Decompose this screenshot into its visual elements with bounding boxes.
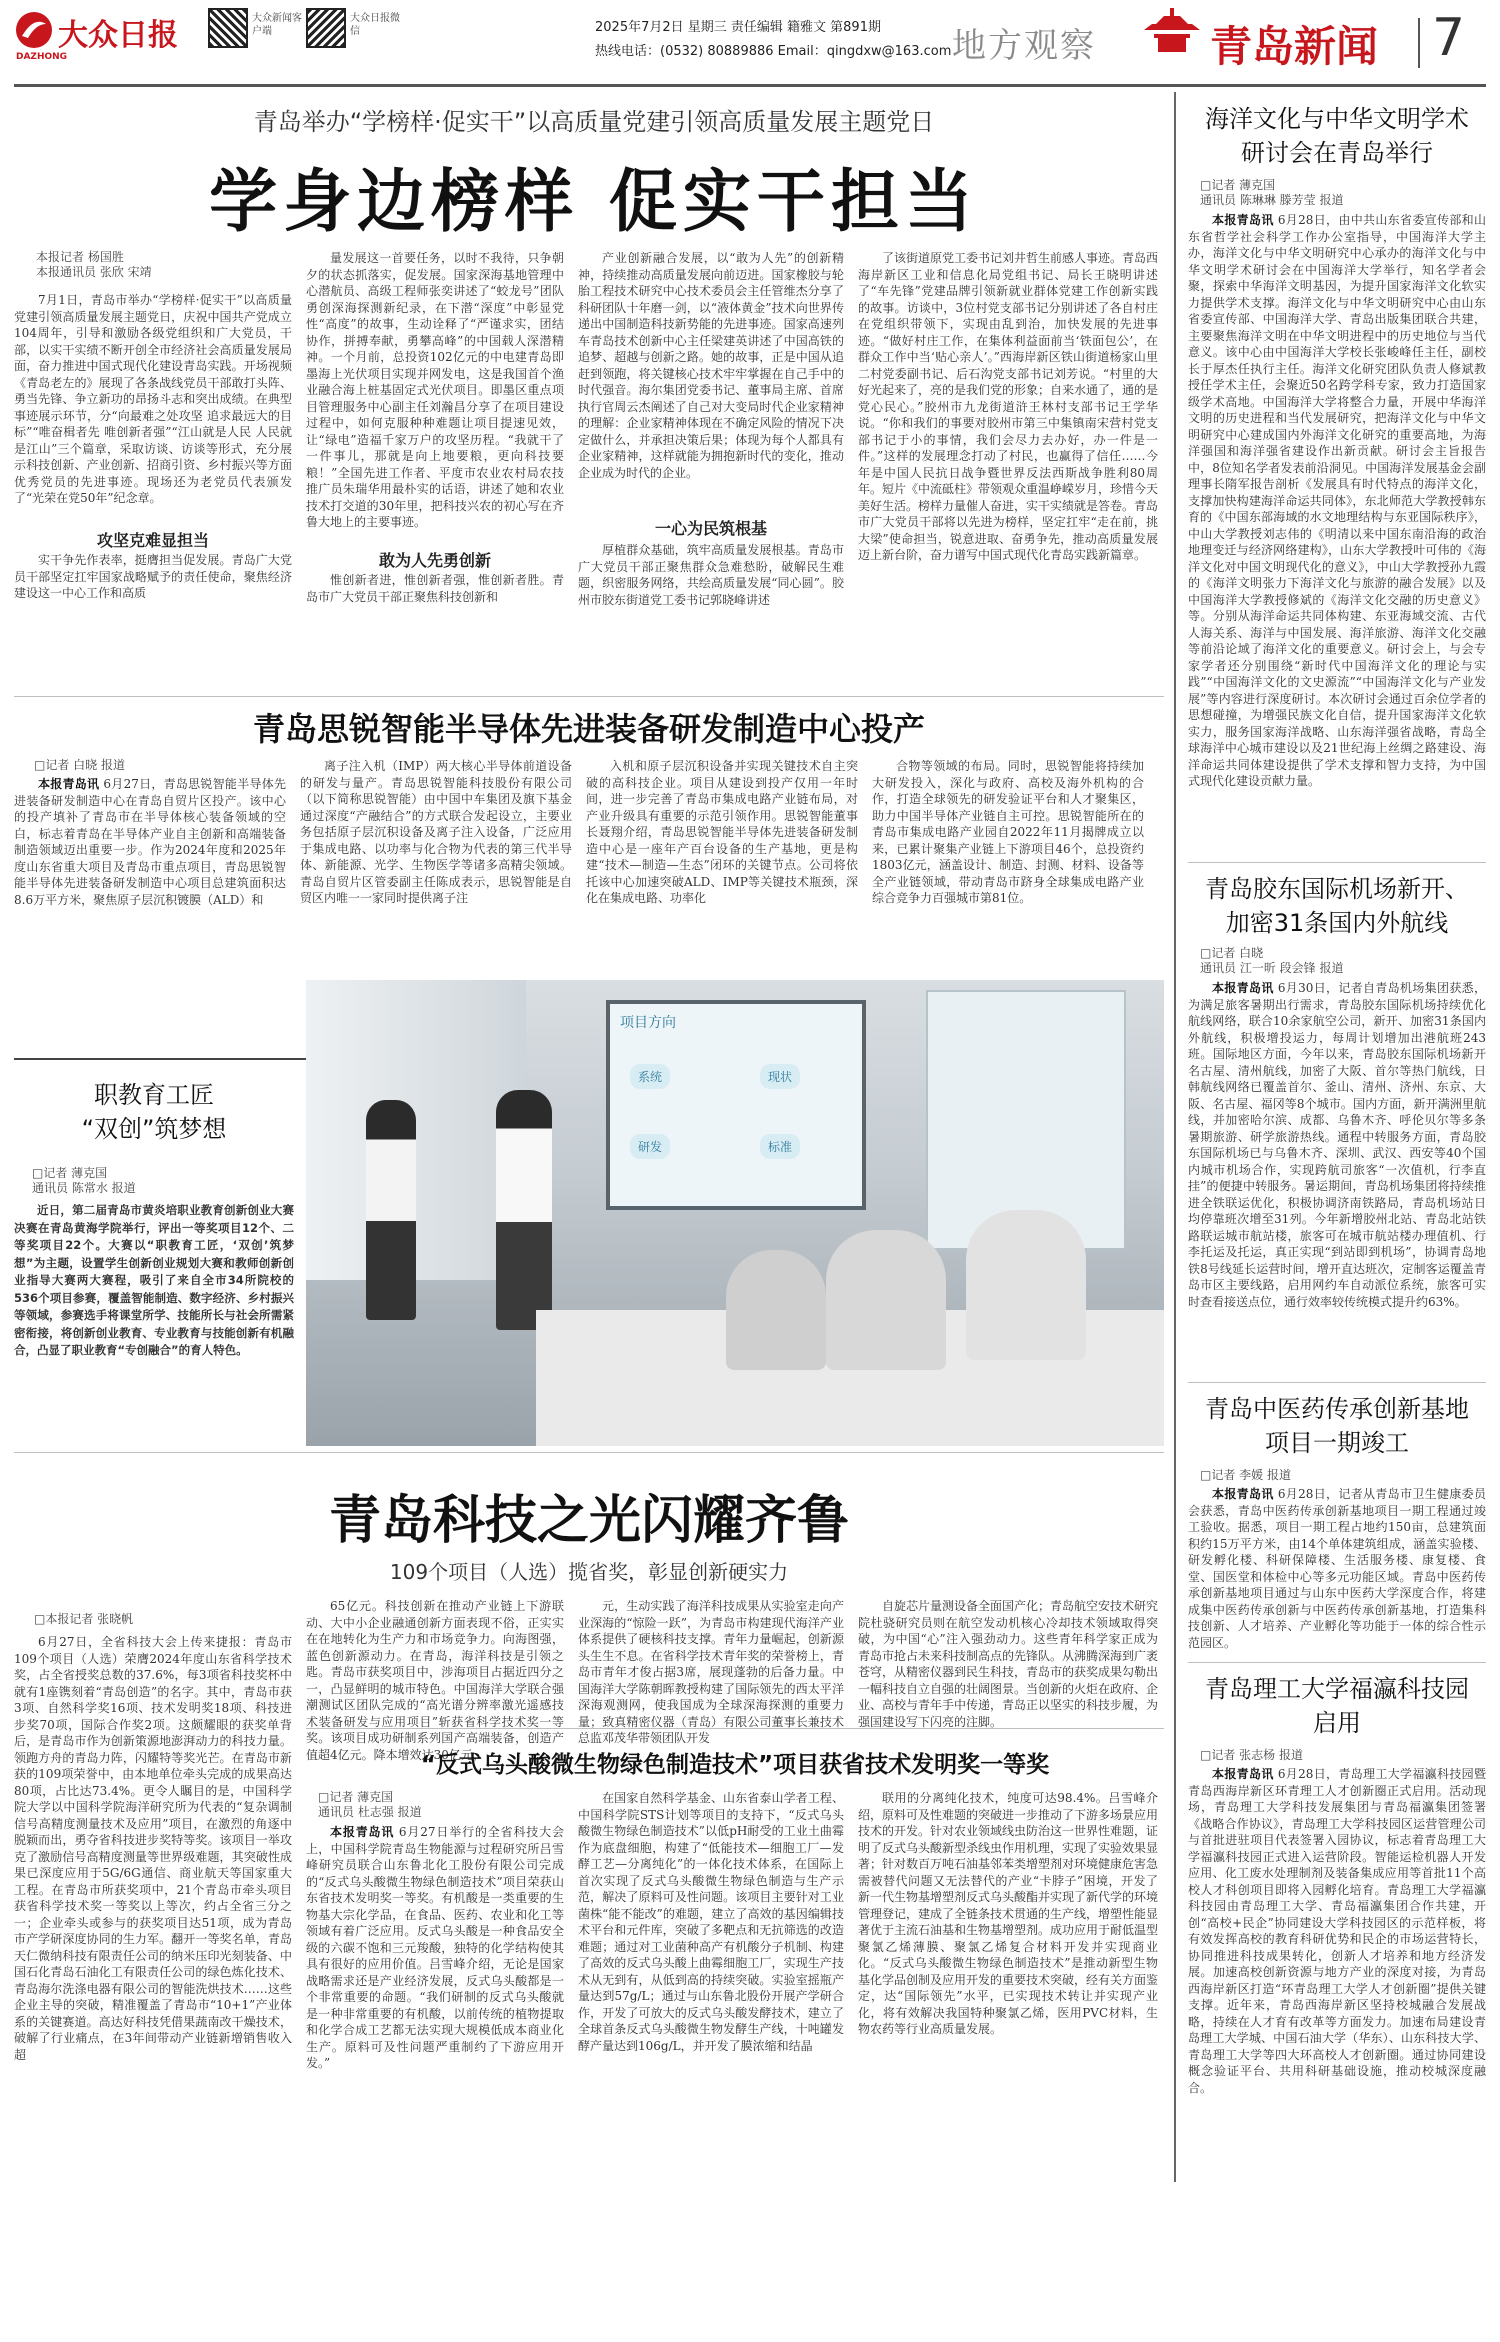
article-headline: 青岛思锐智能半导体先进装备研发制造中心投产 — [252, 710, 925, 748]
section-subhead: 攻坚克难显担当 — [96, 531, 209, 550]
dateline: 本报青岛讯 — [1212, 1767, 1274, 1781]
paragraph: 离子注入机（IMP）两大核心半导体前道设备的研发与量产。青岛思锐智能科技股份有限公司（以下简称思锐智能）由中国中车集团及旗下基金通过深度“产融结合”的方式联合发起设立，主要业务包括原子层沉积设备及离子注入设备，广泛应用于集成电路、以功率与化合物为代表的第三代半导体、新能源、光学、生物医学等诸多高精尖领域。青岛自贸片区管委副主任陈成表示，思锐智能是自贸区内唯一一家同时提供离子注 — [300, 759, 572, 905]
screen-title: 项目方向 — [620, 1015, 676, 1031]
sidebar-headline: 青岛胶东国际机场新开、加密31条国内外航线 — [1205, 875, 1469, 937]
sidebar-divider — [1174, 92, 1176, 2182]
caption-headline-line: 职教育工匠 — [94, 1081, 214, 1109]
paragraph-text: 6月27日举行的全省科技大会上，中国科学院青岛生物能源与过程研究所吕雪峰研究员联合山东鲁北化工股份有限公司完成的“反式乌头酸微生物绿色制造技术”项目荣获山东省技术发明奖一等奖。有机酸是一类重要的生物基大宗化学品，在食品、医药、农业和化工等领域有着广泛应用。反式乌头酸是一种食品安全级的六碳不饱和三元羧酸，独特的化学结构使其具有很好的应用价值。吕雪峰介绍，无论是国家战略需求还是产业经济发展，反式乌头酸都是一个非常重要的命题。“我们研制的反式乌头酸就是一种非常重要的有机酸，以前传统的植物提取和化学合成工艺都无法实现大规模低成本商业化生产。原料可及性问题严重制约了下游应用开发。” — [306, 1825, 564, 2070]
page-divider — [1418, 18, 1420, 68]
article-vocational-contest — [14, 980, 1164, 1450]
sidebar-tech-park — [1188, 1666, 1486, 2182]
paragraph: 惟创新者进，惟创新者强，惟创新者胜。青岛市广大党员干部正聚焦科技创新和 — [306, 573, 564, 604]
article-column — [578, 250, 844, 510]
paragraph: 联用的分离纯化技术，纯度可达98.4%。吕雪峰介绍，原料可及性难题的突破进一步推动了下游多场景应用技术的开发。针对农业领域线虫防治这一世界性难题，证明了反式乌头酸新型杀线虫作用机理，实现了实验效果显著；针对数百万吨石油基邻苯类增塑剂对环境健康危害急需被替代问题又无法替代的产业“卡脖子”困境，开发了新一代生物基增塑剂反式乌头酸酯并实现了新代学的环境管理登记，建成了全链条技术贯通的生产线，增塑性能显著优于主流石油基和生物基增塑剂。成功应用于耐低温型聚氯乙烯薄膜、聚氯乙烯复合材料开发并实现商业化。“反式乌头酸微生物绿色制造技术”是推动新型生物基化学品创制及应用开发的重要技术突破，经有关方面鉴定，达“国际领先”水平，已实现技术转让并实现产业化，将有效解决我国特种聚氯乙烯，医用PVC材料，生物农药等行业高质量发展。 — [858, 1791, 1159, 2036]
paragraph: 6月27日，全省科技大会上传来捷报：青岛市109个项目（人选）荣膺2024年度山东省科学技术奖，占全省授奖总数的37.6%，每3项省科技奖杯中就有1座镌刻着“青岛创造”的名字。其中，青岛市获3项、自然科学奖16项、技术发明奖18项、科技进步奖70项，国际合作奖2项。这颇耀眼的获奖单背后，是青岛市作为创新策源地澎湃动力的科技力量。领跑方舟的青岛力阵，闪耀特等奖光芒。在青岛市新获的109项荣誉中，由本地单位牵头完成的成果高达80项，占比达73.4%。更令人瞩目的是，中国科学院大学以中国科学院海洋研究所为代表的“复杂调制信号高精度测量技术及应用”项目，在激烈的角逐中脱颖而出，勇夺省科技进步奖特等奖。该项目一举攻克了激励信号高精度测量等世界级难题，其突破性成果已深度应用于5G/6G通信、商业航天等国家重大工程。在青岛市所获奖项中，21个青岛市牵头项目获省科学技术奖一等奖以上等次，约占全省三分之一；企业牵头或参与的获奖项目达51项，成为青岛市产学研深度协同的生力军。翻开一等奖名单，青岛天仁微纳科技有限责任公司的纳米压印光刻装备、中国石化青岛石油化工有限责任公司的绿色炼化技术、青岛海尔洗涤电器有限公司的智能洗烘技术……这些企业主导的突破，精准覆盖了青岛市“10+1”产业体系的关键赛道。高达好科技凭借果蔬南改干燥技术，破解了行业痛点，在3年间带动产业链新增销售收入超 — [14, 1635, 292, 2062]
article-byline — [318, 1790, 422, 1820]
article-column — [578, 542, 844, 607]
sidebar-text — [1188, 212, 1486, 852]
paragraph-text: 6月28日，青岛理工大学福瀛科技园暨青岛西海岸新区环青理工人才创新圈正式启用。活动现场，青岛理工大学科技发展集团与青岛福瀛集团签署《战略合作协议》，青岛理工大学科技园区运营管理公司与首批进驻项目代表签署入园协议，标志着青岛理工大学福瀛科技园正式进入运营阶段。智能运检机器人开发应用、化工废水处理制剂及装备集成应用等首批11个高校人才科创项目即将入园孵化培育。青岛理工大学福瀛科技园由青岛理工大学、青岛福瀛集团合作共建，开创“高校+民企”协同建设大学科技园区的示范样板，将有效发挥高校的教育科研优势和民企的市场运营特长，协同推进科技成果转化，创新人才培养和地方经济发展。加速高校创新资源与地方产业的深度对接，为青岛西海岸新区打造“环青岛理工大学人才创新圈”提供关键支撑。近年来，青岛西海岸新区坚持校城融合发展战略，持续在人才育有改革等方面发力。加速布局建设青岛理工大学城、中国石油大学（华东）、山东科技大学、青岛理工大学等四大环高校人才创新圈。通过协同建设概念验证平台、共用科研基础设施，推动校城深度融合。 — [1188, 1767, 1486, 2095]
article-column — [300, 758, 572, 956]
caption-headline-line: “双创”筑梦想 — [81, 1115, 227, 1143]
divider — [14, 1452, 1164, 1453]
article-column — [14, 552, 292, 600]
article-column — [578, 1790, 844, 2174]
paragraph: 入机和原子层沉积设备并实现关键技术自主突破的高科技企业。项目从建设到投产仅用一年时间，进一步完善了青岛市集成电路产业链布局，对产业升级具有重要的示范引领作用。思锐智能董事长聂翔介绍，青岛思锐智能半导体先进装备研发制造中心是一座年产百台设备的生产基地，更是构建“技术—制造—生态”闭环的关键节点。公司将依托该中心加速突破ALD、IMP等关键技术瓶颈，深化在集成电路、功率化 — [586, 759, 858, 905]
byline-reporter: □记者 薄克国 — [318, 1790, 394, 1804]
screen-label: 现状 — [760, 1064, 800, 1089]
article-column — [872, 758, 1144, 956]
article-column — [306, 1598, 564, 1762]
byline-correspondent: 通讯员 陈常水 报道 — [32, 1181, 136, 1195]
article-column — [14, 292, 292, 524]
dateline: 本报青岛讯 — [330, 1825, 395, 1839]
article-semiconductor — [14, 700, 1164, 970]
paragraph: 自旋芯片量测设备全面国产化；青岛航空安技术研究院杜骁研究员则在航空发动机核心冷却技术领域取得突破，为中国“心”注入强劲动力。这些青年科学家正成为青岛市抢占未来科技制高点的先锋队。从沸腾深海到广袤苍穹，从精密仪器到民生科技，青岛市的获奖成果勾勒出一幅科技自立自强的壮阔图景。当创新的火炬在政府、企业、高校与青年手中传递，青岛正以坚实的科技步履，为强国建设写下闪亮的注脚。 — [858, 1599, 1159, 1729]
section-subhead: 敢为人先勇创新 — [378, 551, 491, 570]
sidebar-byline: □记者 张志杨 报道 — [1200, 1748, 1303, 1762]
article-column — [306, 572, 564, 604]
sidebar-text — [1188, 980, 1486, 1376]
masthead-rule — [14, 84, 1486, 87]
sidebar-headline: 青岛中医药传承创新基地项目一期竣工 — [1205, 1395, 1469, 1457]
paragraph: 近日，第二届青岛市黄炎培职业教育创新创业大赛决赛在青岛黄海学院举行，评出一等奖项目12个、二等奖项目22个。大赛以“职教育工匠，‘双创’筑梦想”为主题，设置学生创新创业规划大赛和教师创新创业指导大赛两大赛程，吸引了来自全市34所院校的536个项目参赛，覆盖智能制造、数字经济、乡村振兴等领域，参赛选手将课堂所学、技能所长与社会所需紧密衔接，将创新创业教育、专业教育与技能创新有机融合，凸显了职业教育“专创融合”的育人特色。 — [14, 1203, 294, 1357]
divider — [1188, 862, 1486, 863]
logo-sub: DAZHONG — [16, 52, 68, 62]
dateline: 本报青岛讯 — [1212, 213, 1274, 227]
article-subheadline: 109个项目（人选）揽省奖，彰显创新硬实力 — [389, 1560, 789, 1584]
article-column — [586, 758, 858, 956]
photo-judge — [966, 1210, 1086, 1360]
photo-presenter-2 — [496, 1090, 552, 1330]
logo-emblem-icon — [14, 10, 54, 50]
article-photo — [306, 980, 1164, 1446]
article-headline: “反式乌头酸微生物绿色制造技术”项目获省技术发明奖一等奖 — [420, 1752, 1050, 1778]
photo-presenter-1 — [366, 1100, 416, 1320]
article-headline: 青岛科技之光闪耀齐鲁 — [328, 1491, 849, 1551]
paragraph: 合物等领域的布局。同时，思锐智能将持续加大研发投入，深化与政府、高校及海外机构的合作，打造全球领先的研发验证平台和人才聚集区，助力中国半导体产业链自主可控。思锐智能所在的青岛市集成电路产业园自2022年11月揭牌成立以来，已累计聚集产业链上下游项目46个，总投资约1803亿元，涵盖设计、制造、封测、材料、设备等全产业链领域，带动青岛市跻身全球集成电路产业综合竞争力百强城市第81位。 — [872, 759, 1144, 905]
sidebar-headline: 海洋文化与中华文明学术研讨会在青岛举行 — [1205, 105, 1469, 167]
byline-reporter: □记者 薄克国 — [32, 1166, 108, 1180]
article-column — [858, 1790, 1158, 2174]
screen-label: 系统 — [630, 1064, 670, 1089]
sidebar-headline: 青岛理工大学福瀛科技园启用 — [1205, 1675, 1469, 1737]
qr-code-wechat — [306, 8, 346, 48]
article-column — [306, 250, 564, 540]
sidebar-text — [1188, 1486, 1486, 1656]
article-byline: □记者 白晓 报道 — [34, 758, 125, 772]
article-column — [858, 1598, 1159, 1729]
photo-screen — [606, 1000, 866, 1210]
sidebar-text — [1188, 1766, 1486, 2178]
byline-reporter: □记者 薄克国 — [1200, 178, 1276, 192]
article-column — [578, 1598, 844, 1745]
paragraph-text: 6月28日，由中共山东省委宣传部和山东省哲学社会科学工作办公室指导，中国海洋大学主办，海洋文化与中华文明研究中心承办的海洋文化与中华文明学术研讨会在中国海洋大学举行，知名学者会聚，探索中华海洋文明基因，为提升国家海洋文化软实力提供学术支撑。海洋文化与中华文明研究中心由山东省委宣传部、中国海洋大学、青岛出版集团联合共建，主要聚焦海洋文明在中华文明进程中的历史地位与当代意义。该中心由中国海洋大学校长张峻峰任主任，副校长于厚杰任执行主任。海洋文化研究团队负责人修斌教授任学术主任，会聚近50名跨学科专家，致力打造国家级学术高地。中国海洋大学将整合力量，开展中华海洋文明的历史进程和当代发展研究，把海洋文化与中华文明研究中心建成国内外海洋文化研究的重要高地，为海洋强国和海洋强省建设作出新贡献。研讨会主旨报告中，8位知名学者发表前沿洞见。中国海洋发展基金会副理事长隋军报告剖析《发展具有时代特点的海洋文化，支撑加快构建海洋命运共同体》，东北师范大学教授韩东育的《中国东部海域的水文地理结构与东亚国际秩序》，中山大学教授刘志伟的《明清以来中国东南沿海的政治地理变迁与经济网络建构》，山东大学教授叶可伟的《海洋文化对中国文明现代化的意义》，中山大学教授孙九霞的《海洋文明张力下海洋文化与旅游的融合发展》以及中国海洋大学教授修斌的《海洋文化交融的历史意义》等。分别从海洋命运共同体构建、东亚海域交流、古代人海关系、海洋与中国发展、海洋旅游、海洋文化交融等前沿论域了海洋文化的重要意义。研讨会上，与会专家学者还分别围绕“新时代中国海洋文化的理论与实践”“中国海洋文化的文史源流”“中国海洋文化与产业发展”等内容进行深度研讨。本次研讨会通过百余位学者的思想碰撞，为增强民族文化自信，提升国家海洋文化软实力，服务国家海洋战略、山东海洋强省战略，青岛全球海洋中心城市建设以及21世纪海上丝绸之路建设、海洋命运共同体建设提供了学术支撑和智力支持，为中国式现代化建设贡献力量。 — [1188, 213, 1486, 788]
masthead — [0, 0, 1500, 86]
paragraph: 了该街道原党工委书记刘井哲生前感人事迹。青岛西海岸新区工业和信息化局党组书记、局长王晓明讲述了“车先锋”党建品牌引领新就业群体党建工作创新实践的故事。访谈中，3位村党支部书记分别讲述了各自村庄在党组织带领下，实现由乱到治，加快发展的先进事迹。“做好村庄工作，在集体利益面前当‘铁面包公’，在群众工作中当‘贴心亲人’。”西海岸新区铁山街道杨家山里二村党委副书记、后石沟党支部书记刘芳说。“村里的大好光起来了，亮的是我们党的形象；自来水通了，通的是党心民心。”胶州市九龙街道浒王林村支部书记王学华说。“你和我们的事要对胶州市第三中集镇南宋营村党支部书记于小的事情，我们会尽力去办好，办一件是一件。”这样的发展理念打动了村民，也赢得了信任……今年是中国人民抗日战争暨世界反法西斯战争胜利80周年。短片《中流砥柱》带领观众重温峥嵘岁月，珍惜今天美好生活。榜样力量催人奋进，实干实绩就是答卷。青岛市广大党员干部将以先进为榜样，坚定扛牢“走在前，挑大梁”使命担当，锐意进取、奋勇争先，推动高质量发展迈上新台阶，奋力谱写中国式现代化青岛实践新篇章。 — [858, 251, 1159, 562]
paragraph: 实干争先作表率，挺膺担当促发展。青岛广大党员干部坚定扛牢国家战略赋予的责任使命，聚焦经济建设这一中心工作和高质 — [14, 553, 292, 600]
byline-correspondent: 通讯员 杜志强 报道 — [318, 1805, 422, 1819]
divider — [306, 1728, 1164, 1729]
photo-window-wall — [306, 980, 526, 1280]
dateline: 本报青岛讯 — [38, 777, 100, 791]
caption-byline — [32, 1166, 136, 1196]
section-subhead: 一心为民筑根基 — [654, 519, 767, 538]
sidebar-byline — [1200, 946, 1343, 976]
sidebar-byline — [1200, 178, 1343, 208]
contact-line: 热线电话：(0532) 80889886 Email：qingdxw@163.com — [595, 44, 952, 59]
article-column — [14, 1634, 292, 2342]
divider — [14, 696, 1164, 697]
screen-label: 研发 — [630, 1134, 670, 1159]
qr-caption-app: 大众新闻客户端 — [252, 13, 302, 37]
sidebar-byline: □记者 李媛 报道 — [1200, 1468, 1291, 1482]
screen-label: 标准 — [760, 1134, 800, 1159]
qr-code-app — [208, 8, 248, 48]
page-number: 7 — [1432, 8, 1466, 68]
dateline: 本报青岛讯 — [1212, 1487, 1274, 1501]
paragraph-text: 6月27日，青岛思锐智能半导体先进装备研发制造中心在青岛自贸片区投产。该中心的投产填补了青岛市在半导体核心装备领域的空白，标志着青岛在半导体产业自主创新和高端装备制造领域迈出重要一步。作为2024年度和2025年度山东省重大项目及青岛市重点项目，青岛思锐智能半导体先进装备研发制造中心项目总建筑面积达8.6万平方米，聚焦原子层沉积镀膜（ALD）和 — [14, 777, 286, 907]
sidebar-tcm-base — [1188, 1386, 1486, 1662]
article-kicker: 青岛举办“学榜样·促实干”以高质量党建引领高质量发展主题党日 — [253, 108, 935, 136]
logo-text: 大众日报 — [58, 18, 178, 53]
caption-box — [14, 1058, 306, 1448]
sidebar-marine-culture — [1188, 92, 1486, 862]
divider — [1188, 1662, 1486, 1663]
sidebar-airport-routes — [1188, 866, 1486, 1382]
landmark-pavilion-icon — [1140, 6, 1204, 62]
paragraph: 量发展这一首要任务，以时不我待，只争朝夕的状态抓落实，促发展。国家深海基地管理中心潜航员、高级工程师张奕讲述了“蛟龙号”团队勇创深海探测新纪录，在下潜“深度”中彰显党性“高度”的故事，生动诠释了“严谨求实，团结协作，拼搏奉献，勇攀高峰”的中国载人深潜精神。一个月前，总投资102亿元的中电建青岛即墨海上光伏项目实现并网发电，这是我国首个渔业融合海上桩基固定式光伏项目。即墨区重点项目管理服务中心副主任刘瀚昌分享了在项目建设过程中，如何克服种种难题让项目提速见效，让“绿电”造福千家万户的攻坚历程。“我就干了一件事儿，那就是向上地要粮，更向科技要粮！”全国先进工作者、平度市农业农村局农技推广员朱瑞华用最朴实的话语，讲述了她和农业技术打交道的30年里，把科技兴农的初心写在齐鲁大地上的主要事迹。 — [306, 251, 564, 529]
qr-caption-wechat: 大众日报微信 — [350, 13, 400, 37]
paragraph-text: 6月28日，记者从青岛市卫生健康委员会获悉，青岛中医药传承创新基地项目一期工程通过竣工验收。据悉，项目一期工程占地约150亩，总建筑面积约15万平方米，由14个单体建筑组成，涵盖实验楼、研发孵化楼、科研保障楼、生活服务楼、康复楼、食堂、国医堂和体检中心等多元功能区域。青岛中医药传承创新基地项目通过与山东中医药大学深度合作，将建成集中医药传承创新与中医药传承创新基地，打造集科技创新、人才培养、产业孵化等功能于一体的综合性示范园区。 — [1188, 1487, 1486, 1650]
article-column — [14, 776, 286, 956]
paragraph: 元，生动实践了海洋科技成果从实验室走向产业深海的“惊险一跃”，为青岛市构建现代海洋产业体系提供了硬核科技支撑。青年力量崛起，创新源头生生不息。在省科学技术青年奖的荣誉榜上，青岛市青年才俊占据3席，展现蓬勃的后备力量。中国海洋大学陈朝晖教授构建了国际领先的西太平洋深海观测网，使我国成为全球深海探测的重要力量；致真精密仪器（青岛）有限公司董事长兼技术总监邓茂华带领团队开发 — [578, 1599, 844, 1745]
paragraph: 产业创新融合发展，以“敢为人先”的创新精神，持续推动高质量发展向前迈进。国家橡胶与轮胎工程技术研究中心技术委员会主任管维杰分享了科研团队十年磨一剑，以“液体黄金”技术向世界传递出中国制造科技新势能的先进事迹。国家高速列车青岛技术创新中心主任梁建英讲述了中国高铁的追梦、超越与创新之路。她的故事，正是中国从追赶到领跑，将关键核心技术牢牢掌握在自己手中的时代强音。海尔集团党委书记、董事局主席、首席执行官周云杰阐述了自己对大变局时代企业家精神的理解：企业家精神体现在不确定风险的情况下决定做什么，并承担决策后果；体现为每个人都具有企业家精神，这样就能为拥抱新时代的变化，推动企业成为时代的企业。 — [578, 251, 844, 480]
article-aconitic-acid — [306, 1732, 1164, 2182]
article-byline — [36, 250, 226, 280]
paragraph: 7月1日，青岛市举办“学榜样·促实干”以高质量党建引领高质量发展主题党日，庆祝中国共产党成立104周年，引导和激励各级党组织和广大党员，干部，以实干实绩不断开创全市经济社会高质量发展局面，奋力推进中国式现代化建设青岛实践。开场视频《青岛老左的》展现了各条战线党员干部敢打头阵、勇当先锋、争立新功的昂扬斗志和突出成绩。在典型事迹展示环节，分“向最难之处攻坚 追求最远大的目标”“唯奋楫者先 唯创新者强”“江山就是人民 人民就是江山”三个篇章，采取访谈、访谈等形式，充分展示科技创新、产业创新、招商引资、乡村振兴等方面优秀党员的先进事迹。现场还为老党员代表颁发了“光荣在党50年”纪念章。 — [14, 293, 292, 505]
byline-correspondent: 通讯员 江一昕 段会锋 报道 — [1200, 961, 1344, 975]
byline-correspondent: 通讯员 陈琳琳 滕芳莹 报道 — [1200, 193, 1344, 207]
paragraph-text: 6月30日，记者自青岛机场集团获悉，为满足旅客暑期出行需求，青岛胶东国际机场持续优化航线网络，联合10余家航空公司，新开、加密31条国内外航线，积极增投运力，每周计划增加出港航班243班。国际地区方面，今年以来，青岛胶东国际机场新开名古屋、清州航线，加密了大阪、首尔等热门航线，日韩航线网络已覆盖首尔、釜山、清州、济州、东京、大阪、名古屋、福冈等8个城市。国内方面，新开满洲里航线，并加密哈尔滨、成都、乌鲁木齐、呼伦贝尔等多条暑期旅游、研学旅游热线。通程中转服务方面，青岛胶东国际机场已与乌鲁木齐、深圳、武汉、西安等40个国内城市机场合作，实现跨航司旅客“一次值机，行李直挂”的便捷中转服务。暑运期间，青岛机场集团将持续推进全铁联运优化，积极协调济南铁路局，青岛机场站日均停靠班次增至31列。今年新增胶州北站、青岛北站铁路联运城市航站楼，旅客可在城市航站楼办理值机、行李托运及托运，真正实现“到站即到机场”，协调青岛地铁8号线延长运营时间，增开直达班次，定制客运覆盖青岛市区主要线路，启用网约车自动派位系统，旅客可实时查看接送点位，通行效率较传统模式提升约63%。 — [1188, 981, 1486, 1309]
section-name: 青岛新闻 — [1210, 22, 1379, 71]
issue-date-line: 2025年7月2日 星期三 责任编辑 籍雅文 第891期 — [595, 20, 881, 35]
caption-headline — [14, 1078, 294, 1146]
article-column — [858, 250, 1158, 602]
article-party-day — [14, 92, 1174, 692]
byline-correspondent: 本报通讯员 张欣 宋靖 — [36, 265, 152, 279]
photo-judge — [826, 1230, 946, 1370]
newspaper-logo — [14, 6, 184, 66]
dateline: 本报青岛讯 — [1212, 981, 1274, 995]
article-headline: 学身边榜样 促实干担当 — [209, 163, 979, 242]
divider — [1188, 1382, 1486, 1383]
caption-text — [14, 1202, 294, 1436]
section-label: 地方观察 — [952, 26, 1096, 66]
article-column — [306, 1824, 564, 2174]
paragraph: 在国家自然科学基金、山东省泰山学者工程、中国科学院STS计划等项目的支持下，“反式乌头酸微生物绿色制造技术”以低pH耐受的工业土曲霉作为底盘细胞，构建了“低能技术—细胞工厂—发酵工艺—分离纯化”的一体化技术体系，在国际上首次实现了反式乌头酸微生物绿色制造与生产示范，解决了原料可及性问题。该项目主要针对工业菌株“能不能改”的难题，建立了高效的基因编辑技术平台和元件库，突破了多靶点和无抗筛选的改造难题；通过对工业菌种高产有机酸分子机制、构建了高效的反式乌头酸上曲霉细胞工厂，实现生产技术从无到有，从低到高的持续突破。实验室摇瓶产量达到57g/L；通过与山东鲁北股份开展产学研合作，开发了可放大的反式乌头酸发酵技术，建立了全球首条反式乌头酸微生物发酵生产线，十吨罐发酵产量达到106g/L，并开发了膜浓缩和结晶 — [578, 1791, 844, 2053]
paragraph: 厚植群众基础，筑牢高质量发展根基。青岛市广大党员干部正聚焦群众急难愁盼，破解民生难题，织密服务网络，共绘高质量发展“同心圆”。胶州市胶东街道党工委书记郭晓峰讲述 — [578, 543, 844, 607]
byline-reporter: □记者 白晓 — [1200, 946, 1264, 960]
paragraph: 65亿元。科技创新在推动产业链上下游联动、大中小企业融通创新方面表现不俗，正实实在在地转化为生产力和市场竞争力。向海图强，蓝色创新源动力。在青岛，海洋科技是引领之匙。青岛市获奖项目中，涉海项目占据近四分之一，凸显鲜明的城市特色。中国海洋大学联合强潮测试区团队完成的“高光谱分辨率激光遥感技术装备研发与应用项目”斩获省科学技术奖一等奖。该项目成功研制系列国产高端装备，创造产值超4亿元。降本增效达30亿元， — [306, 1599, 564, 1762]
article-byline: □本报记者 张晓帆 — [34, 1612, 134, 1626]
photo-judge — [726, 1250, 826, 1370]
byline-reporter: 本报记者 杨国胜 — [36, 250, 124, 264]
